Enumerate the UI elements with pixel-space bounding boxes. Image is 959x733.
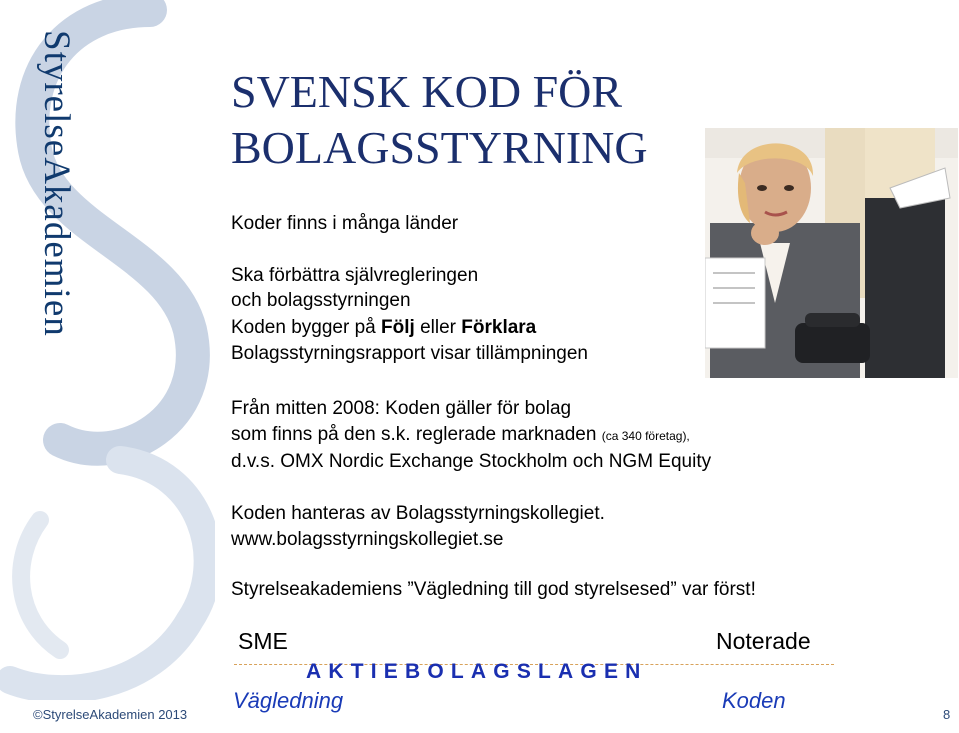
text-forklara: Förklara xyxy=(461,317,537,338)
label-noterade: Noterade xyxy=(716,628,811,654)
text-reglerade xyxy=(231,424,690,447)
title-line-1: SVENSK KOD FÖR xyxy=(231,66,623,117)
text-koden-bygger xyxy=(231,317,536,339)
label-sme: SME xyxy=(238,628,288,654)
slide-title xyxy=(231,64,711,176)
text-url: www.bolagsstyrningskollegiet.se xyxy=(231,529,504,550)
text-ska: Ska förbättra självregleringen xyxy=(231,265,479,286)
brand-name: StyrelseAkademien xyxy=(36,30,77,337)
label-aktiebolagslagen: AKTIEBOLAGSLAGEN xyxy=(306,660,648,683)
footer-copyright: ©StyrelseAkademien 2013 xyxy=(33,707,188,722)
text-omx: d.v.s. OMX Nordic Exchange Stockholm och NGM Equity xyxy=(231,451,712,472)
businesswoman-photo xyxy=(705,128,958,378)
page-number: 8 xyxy=(943,707,951,722)
logo-watermark xyxy=(0,0,215,700)
text-koder: Koder finns i många länder xyxy=(231,213,459,234)
text-och: och bolagsstyrningen xyxy=(231,290,411,311)
text-folj: Följ xyxy=(381,317,415,338)
text-rapport: Bolagsstyrningsrapport visar tillämpningen xyxy=(231,343,588,364)
label-vagledning: Vägledning xyxy=(233,688,344,713)
title-line-2: BOLAGSSTYRNING xyxy=(231,122,648,173)
text-vagledning-forst: Styrelseakademiens ”Vägledning till god styrelsesed” var först! xyxy=(231,579,756,600)
text-fran-mitten: Från mitten 2008: Koden gäller för bolag xyxy=(231,398,572,419)
label-koden: Koden xyxy=(722,688,786,713)
text-reglerade-small: (ca 340 företag), xyxy=(601,429,690,443)
photo-illustration xyxy=(705,128,958,378)
text-koden-bygger-pre: Koden bygger på xyxy=(231,317,382,338)
text-hanteras: Koden hanteras av Bolagsstyrningskollegiet. xyxy=(231,503,605,524)
text-reglerade-main: som finns på den s.k. reglerade marknaden xyxy=(231,424,602,445)
text-eller: eller xyxy=(414,317,462,338)
